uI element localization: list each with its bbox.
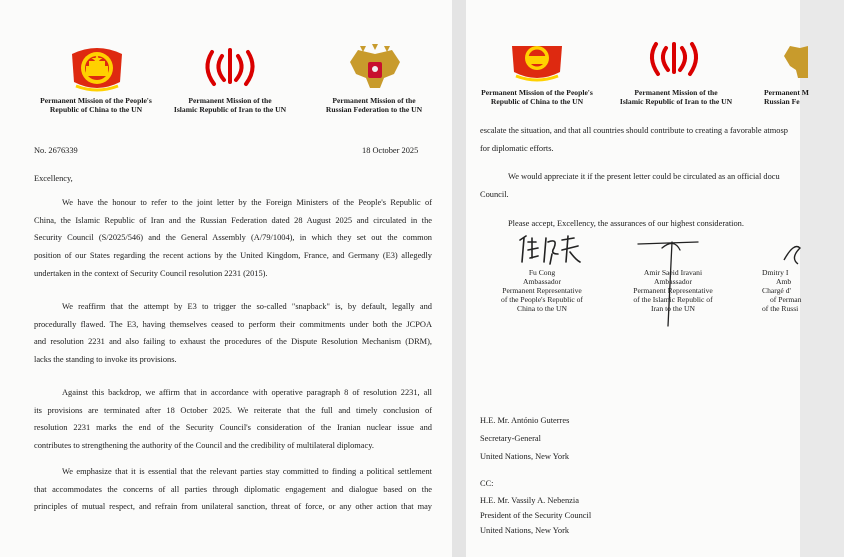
russia-emblem-icon bbox=[784, 42, 814, 78]
cc-title: President of the Security Council bbox=[480, 511, 592, 520]
russia-emblem-icon bbox=[346, 44, 404, 92]
signatory-role: China to the UN bbox=[517, 304, 567, 313]
signatory-role: Iran to the UN bbox=[650, 304, 696, 313]
russia-signature bbox=[780, 240, 802, 270]
header-line: Permanent Mission of the bbox=[188, 96, 272, 105]
body-line: principles of mutual respect, and refrain from unilateral sanction, threat of force, or any other action that may bbox=[34, 502, 432, 512]
body-line: We have the honour to refer to the joint letter by the Foreign Ministers of the People's Republic of bbox=[62, 198, 432, 207]
header-line: Islamic Republic of Iran to the UN bbox=[173, 105, 287, 114]
cc-name: H.E. Mr. Vassily A. Nebenzia bbox=[480, 496, 579, 505]
header-line: Russian Federation to the UN bbox=[325, 105, 423, 114]
page-divider bbox=[452, 0, 466, 557]
body-line: that accommodates the concerns of all parties through diplomatic engagement and dialogue based on the bbox=[34, 484, 432, 494]
body-line: Council. bbox=[480, 190, 509, 199]
closing-line: Please accept, Excellency, the assurances of our highest consideration. bbox=[508, 219, 744, 228]
signatory-name: Fu Cong bbox=[528, 268, 556, 277]
signatory-role: of the Russi bbox=[762, 304, 799, 313]
body-line: its provisions are terminated after 18 October 2025. We reiterate that the full and timely conclusion of bbox=[34, 405, 432, 415]
china-mission-header bbox=[26, 96, 166, 114]
body-line: position of our States regarding the recent actions by the United Kingdom, France, and Germany (E3) allegedly bbox=[34, 251, 432, 261]
body-line: China, the Islamic Republic of Iran and the Russian Federation dated 28 August 2025 and circulated in the bbox=[34, 215, 432, 225]
iran-mission-header bbox=[606, 88, 746, 106]
recipient-location: United Nations, New York bbox=[480, 452, 570, 461]
signatory-name: Dmitry I bbox=[762, 268, 789, 277]
signatory-role: Permanent Representative bbox=[633, 286, 713, 295]
body-line: We reaffirm that the attempt by E3 to trigger the so-called "snapback" is, by default, legally and bbox=[62, 302, 432, 311]
signatory-role: Chargé d' bbox=[762, 286, 791, 295]
signatory-role: Permanent Representative bbox=[502, 286, 582, 295]
iran-emblem-icon bbox=[200, 46, 260, 88]
body-line: Against this backdrop, we affirm that in accordance with operative paragraph 8 of resolution 2231, all bbox=[62, 388, 432, 397]
body-line: undertaken in the context of Security Council resolution 2231 (2015). bbox=[34, 268, 268, 278]
header-line: Permanent Mission of the People's bbox=[481, 88, 593, 97]
header-line: Republic of China to the UN bbox=[490, 97, 584, 106]
signatory-role: of the Islamic Republic of bbox=[633, 295, 713, 304]
cc-location: United Nations, New York bbox=[480, 526, 570, 535]
body-line: We would appreciate it if the present letter could be circulated as an official docu bbox=[508, 172, 780, 181]
header-line: Permanent Mission of the People's bbox=[40, 96, 152, 105]
iran-mission-header bbox=[160, 96, 300, 114]
signatory-role: of the People's Republic of bbox=[501, 295, 583, 304]
signatory-title: Ambassador bbox=[654, 277, 692, 286]
body-line: escalate the situation, and that all countries should contribute to creating a favorable atmosp bbox=[480, 126, 788, 135]
recipient-title: Secretary-General bbox=[480, 434, 541, 443]
body-line: procedurally flawed. The E3, having themselves ceased to perform their commitments under both the JCPOA bbox=[34, 319, 432, 329]
fu-cong-signature bbox=[514, 232, 584, 268]
signatory-russia bbox=[762, 268, 822, 313]
body-line: Security Council (S/2025/546) and the General Assembly (A/79/1004), in which they set out the common bbox=[34, 233, 432, 243]
china-emblem-icon bbox=[506, 42, 568, 82]
cc-label: CC: bbox=[480, 479, 494, 488]
body-line: and resolution 2231 and also failing to exhaust the procedures of the Dispute Resolution Mechanism (DRM), bbox=[34, 337, 432, 347]
body-line: We emphasize that it is essential that the relevant parties stay committed to finding a political settlement bbox=[62, 467, 432, 476]
body-line: contributes to strengthening the authority of the Council and the credibility of multilateral diplomacy. bbox=[34, 441, 374, 451]
signatory-fu-cong bbox=[480, 268, 604, 313]
header-line: Permanent Mission of the bbox=[332, 96, 416, 105]
body-line: lacks the standing to invoke its provisions. bbox=[34, 355, 177, 365]
header-line: Russian Fe bbox=[764, 97, 800, 106]
recipient-name: H.E. Mr. António Guterres bbox=[480, 416, 570, 425]
iran-emblem-icon bbox=[646, 42, 702, 76]
letter-date: 18 October 2025 bbox=[362, 146, 419, 155]
salutation: Excellency, bbox=[34, 174, 73, 183]
header-line: Permanent Mission of the bbox=[634, 88, 718, 97]
russia-mission-header bbox=[764, 88, 844, 106]
body-line: resolution 2231 marks the end of the Security Council's consideration of the Iranian nuclear issue and bbox=[34, 423, 432, 433]
header-line: Republic of China to the UN bbox=[49, 105, 143, 114]
cc-block bbox=[480, 496, 591, 536]
russia-mission-header bbox=[304, 96, 444, 114]
header-line: Permanent M bbox=[764, 88, 809, 97]
recipient-block bbox=[480, 416, 569, 462]
signatory-name: Amir Saeid Iravani bbox=[643, 268, 703, 277]
signatory-iravani bbox=[608, 268, 738, 313]
china-emblem-icon bbox=[66, 44, 128, 94]
letter-page-2 bbox=[466, 0, 809, 557]
signatory-role: of Perman bbox=[770, 295, 802, 304]
reference-number: No. 2676339 bbox=[34, 146, 78, 155]
signatory-title: Ambassador bbox=[523, 277, 561, 286]
china-mission-header bbox=[468, 88, 606, 106]
body-line: for diplomatic efforts. bbox=[480, 144, 554, 153]
signatory-title: Amb bbox=[776, 277, 792, 286]
header-line: Islamic Republic of Iran to the UN bbox=[619, 97, 733, 106]
